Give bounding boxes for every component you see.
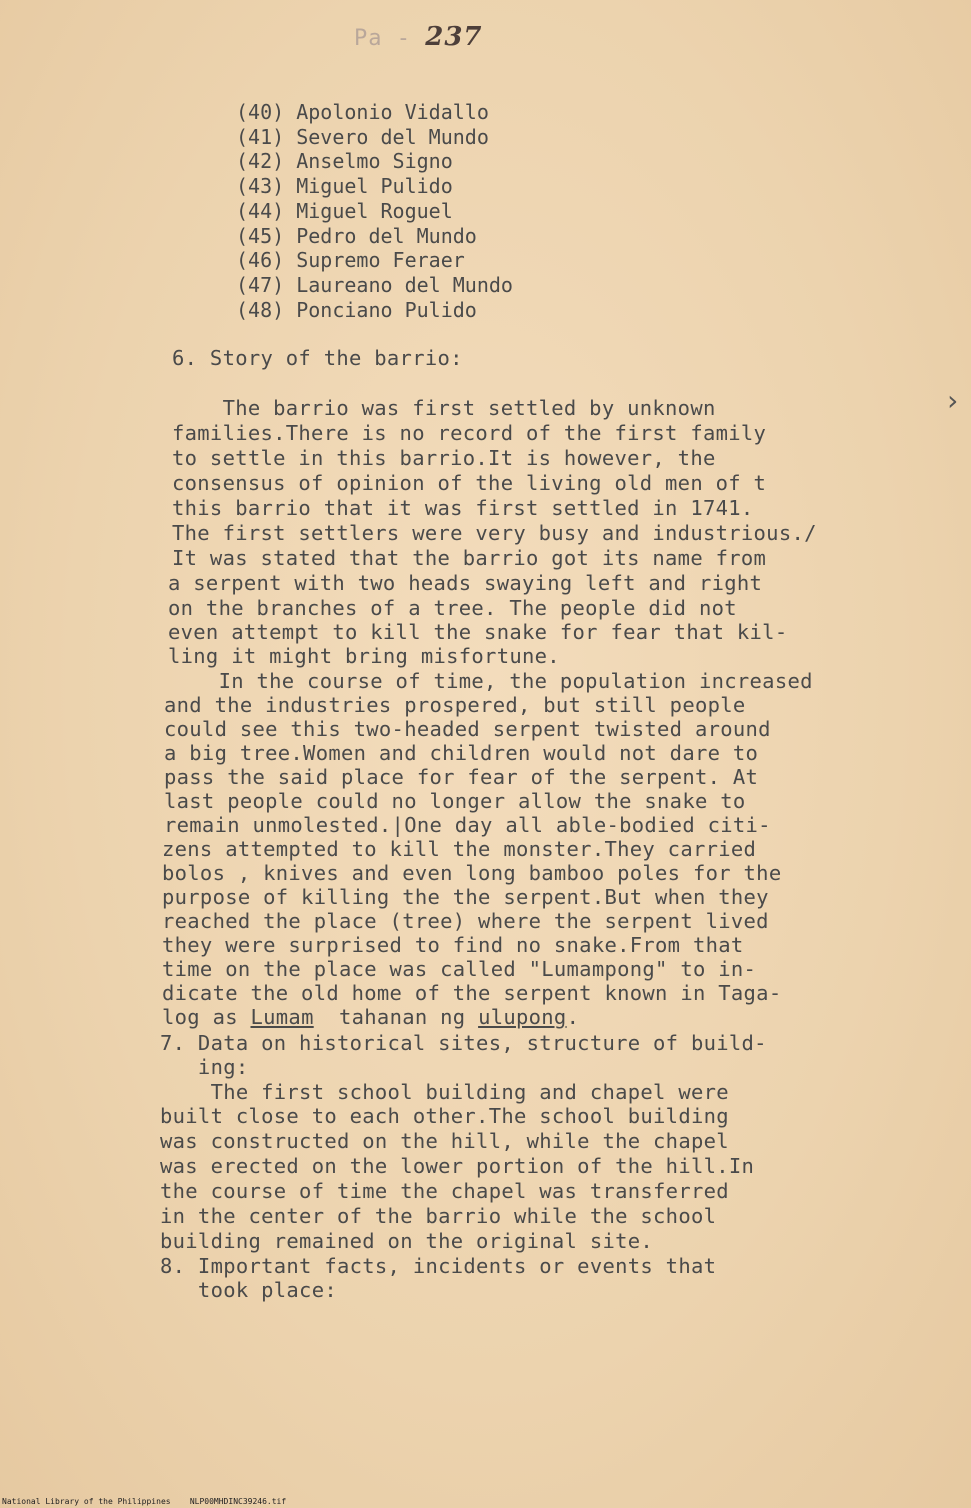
story-line: ling it might bring misfortune. xyxy=(168,644,560,668)
name-item: (48) Ponciano Pulido xyxy=(236,297,477,322)
story-line: this barrio that it was first settled in 1741. xyxy=(172,496,754,520)
story-line: a big tree.Women and children would not dare to xyxy=(164,741,759,765)
page-number xyxy=(354,22,483,52)
story-line: In the course of time, the population increased xyxy=(168,669,813,693)
sites-line: was constructed on the hill, while the chapel xyxy=(160,1129,729,1153)
story-line: on the branches of a tree. The people did not xyxy=(168,596,737,620)
underlined-word-ulupong: ulupong xyxy=(478,1005,567,1029)
page-number-handwritten: 237 xyxy=(425,22,483,52)
sites-line: built close to each other.The school building xyxy=(160,1104,729,1128)
story-line: could see this two-headed serpent twisted around xyxy=(164,717,771,741)
story-line: remain unmolested.|One day all able-bodied citi- xyxy=(164,813,771,837)
story-line: time on the place was called "Lumampong" to in- xyxy=(162,957,757,981)
section-7-heading-cont: ing: xyxy=(160,1055,249,1079)
story-line: they were surprised to find no snake.From that xyxy=(162,933,744,957)
sites-line: The first school building and chapel were xyxy=(160,1080,729,1104)
section-6-heading: 6. Story of the barrio: xyxy=(172,346,463,370)
page-label: Pa - xyxy=(354,26,426,51)
sites-line: in the center of the barrio while the school xyxy=(160,1204,717,1228)
section-8-heading: 8. Important facts, incidents or events that xyxy=(160,1254,717,1278)
name-item: (41) Severo del Mundo xyxy=(236,124,489,149)
name-list xyxy=(236,100,513,322)
story-line: to settle in this barrio.It is however, the xyxy=(172,446,716,470)
name-item: (47) Laureano del Mundo xyxy=(236,272,513,297)
story-line: consensus of opinion of the living old men of t xyxy=(172,471,767,495)
story-last-prefix: log as xyxy=(162,1005,251,1029)
story-line: zens attempted to kill the monster.They carried xyxy=(162,837,757,861)
story-line: pass the said place for fear of the serpent. At xyxy=(164,765,759,789)
sites-line: was erected on the lower portion of the hill.In xyxy=(160,1154,755,1178)
name-item: (42) Anselmo Signo xyxy=(236,149,453,174)
story-line: a serpent with two heads swaying left and right xyxy=(168,571,763,595)
story-line: It was stated that the barrio got its name from xyxy=(172,546,767,570)
story-last-mid: tahanan ng xyxy=(313,1005,479,1029)
scan-footer: National Library of the Philippines NLP00MHDINC39246.tif xyxy=(2,1497,287,1506)
underlined-word-lumam: Lumam xyxy=(250,1005,314,1029)
story-line: last people could no longer allow the snake to xyxy=(164,789,746,813)
story-line: bolos , knives and even long bamboo poles for the xyxy=(162,861,782,885)
name-item: (46) Supremo Feraer xyxy=(236,248,465,273)
margin-pencil-mark: › xyxy=(944,384,961,417)
story-last-end: . xyxy=(566,1005,580,1029)
name-item: (45) Pedro del Mundo xyxy=(236,223,477,248)
sites-line: building remained on the original site. xyxy=(160,1229,654,1253)
name-item: (40) Apolonio Vidallo xyxy=(236,100,489,124)
section-7-heading: 7. Data on historical sites, structure of build- xyxy=(160,1031,767,1055)
story-line: The barrio was first settled by unknown xyxy=(172,396,716,420)
story-line: dicate the old home of the serpent known in Taga- xyxy=(162,981,782,1005)
story-line: The first settlers were very busy and industrious./ xyxy=(172,521,817,545)
name-item: (43) Miguel Pulido xyxy=(236,174,453,199)
story-line: purpose of killing the the serpent.But when they xyxy=(162,885,769,909)
story-line: families.There is no record of the first family xyxy=(172,421,767,445)
story-line: even attempt to kill the snake for fear that kil- xyxy=(168,620,788,644)
story-line: and the industries prospered, but still people xyxy=(164,693,746,717)
section-8-heading-cont: took place: xyxy=(160,1278,337,1302)
story-line: reached the place (tree) where the serpent lived xyxy=(162,909,769,933)
sites-line: the course of time the chapel was transferred xyxy=(160,1179,729,1203)
story-last-line xyxy=(162,1005,579,1029)
name-item: (44) Miguel Roguel xyxy=(236,198,453,223)
